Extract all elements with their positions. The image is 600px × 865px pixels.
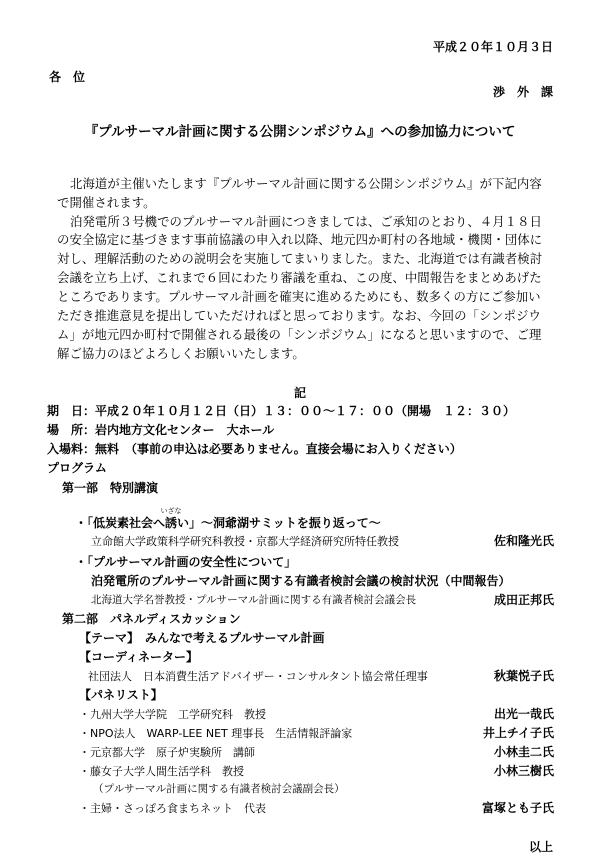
panelist-name: 小林三樹氏: [493, 764, 554, 778]
lecture1-title-post: い」〜洞爺湖サミットを振り返って〜: [177, 516, 381, 530]
speaker1-affiliation: 立命館大学政策科学研究科教授・京都大学経済研究所特任教授: [91, 535, 399, 548]
part1-heading: 第一部 特別講演: [62, 481, 159, 495]
panelist-affiliation: ・NPO法人 WARP-LEE NET 理事長 生活情報評論家: [79, 727, 353, 740]
speaker2-affiliation: 北海道大学名誉教授・プルサーマル計画に関する有識者検討会議会長: [91, 594, 417, 606]
body-line: 北海道が主催いたします『プルサーマル計画に関する公開シンポジウム』が下記内容: [70, 176, 542, 191]
body-line: の安全協定に基づきます事前協議の申入れ以降、地元四か町村の各地域・機関・団体に: [57, 232, 543, 247]
event-fee: 入場料：無料 （事前の申込は必要ありません。直接会場にお入りください）: [47, 442, 462, 456]
body-line: ただき推進意見を提出していただければと思っております。なお、今回の「シンポジウ: [57, 308, 541, 323]
sender-department: 渉 外 課: [492, 85, 553, 99]
coordinator-affiliation: 社団法人 日本消費生活アドバイザー・コンサルタント協会常任理事: [88, 670, 428, 683]
lecture1-title: [75, 507, 381, 531]
panelist-name: 富塚とも子氏: [481, 801, 554, 815]
document-date: 平成２０年１０月３日: [432, 40, 553, 54]
body-line: 会議を立ち上げ、これまで６回にわたり審議を重ね、この度、中間報告をまとめあげた: [57, 270, 542, 285]
panelist-affiliation: ・主婦・さっぽろ食まちネット 代表: [79, 802, 266, 815]
panelist-affiliation: ・藤女子大学人間生活学科 教授: [79, 765, 244, 778]
speaker2-name: 成田正邦氏: [493, 593, 554, 607]
ruby-reading: いざな: [160, 507, 182, 515]
lecture2-subtitle: 泊発電所のプルサーマル計画に関する有識者検討会議の検討状況（中間報告）: [91, 574, 511, 588]
ki-heading: 記: [293, 386, 306, 400]
body-line: ム」が地元四か町村で開催される最後の「シンポジウム」になると思いますので、ご理: [57, 327, 542, 342]
panelist-affiliation: ・元京都大学 原子炉実験所 講師: [79, 746, 255, 759]
event-date: 期 日：平成２０年１０月１２日（日）１３：００〜１７：００（開場 １２：３０）: [47, 404, 516, 418]
panelist-name: 井上チイ子氏: [482, 726, 554, 740]
panelist-affiliation: ・九州大学大学院 工学研究科 教授: [79, 708, 266, 721]
body-line: 解ご協力のほどよろしくお願いいたします。: [57, 346, 305, 361]
coordinator-label: 【コーディネーター】: [79, 650, 199, 664]
panelist-name: 小林圭二氏: [493, 745, 554, 759]
ruby-base: 誘: [165, 516, 178, 530]
body-line: 対し、理解活動のための説明会を実施してまいりました。また、北海道では有識者検討: [57, 251, 543, 266]
program-label: プログラム: [47, 461, 107, 475]
body-line: で開催されます。: [57, 195, 156, 210]
lecture1-ruby-word: [160, 507, 182, 531]
speaker1-name: 佐和隆光氏: [493, 534, 554, 548]
panelist-label: 【パネリスト】: [79, 688, 163, 702]
panelist-name: 出光一哉氏: [493, 707, 554, 721]
lecture2-title: ・「プルサーマル計画の安全性について」: [75, 555, 297, 569]
body-line: ところであります。プルサーマル計画を確実に進めるためにも、数多くの方にご参加い: [57, 289, 541, 304]
document-title: 『プルサーマル計画に関する公開シンポジウム』への参加協力について: [84, 124, 516, 140]
panelist-note: （プルサーマル計画に関する有識者検討会議副会長）: [93, 783, 345, 795]
panel-theme: 【テーマ】 みんなで考えるプルサーマル計画: [79, 631, 325, 645]
lecture1-title-pre: ・「低炭素社会へ: [75, 516, 166, 530]
event-venue: 場 所：岩内地方文化センター 大ホール: [47, 423, 275, 437]
part2-heading: 第二部 パネルディスカッション: [62, 612, 241, 626]
body-line: 泊発電所３号機でのプルサーマル計画につきましては、ご承知のとおり、４月１８日: [70, 214, 542, 229]
closing-mark: 以上: [528, 840, 553, 854]
addressee: 各 位: [49, 70, 86, 84]
coordinator-name: 秋葉悦子氏: [493, 669, 554, 683]
